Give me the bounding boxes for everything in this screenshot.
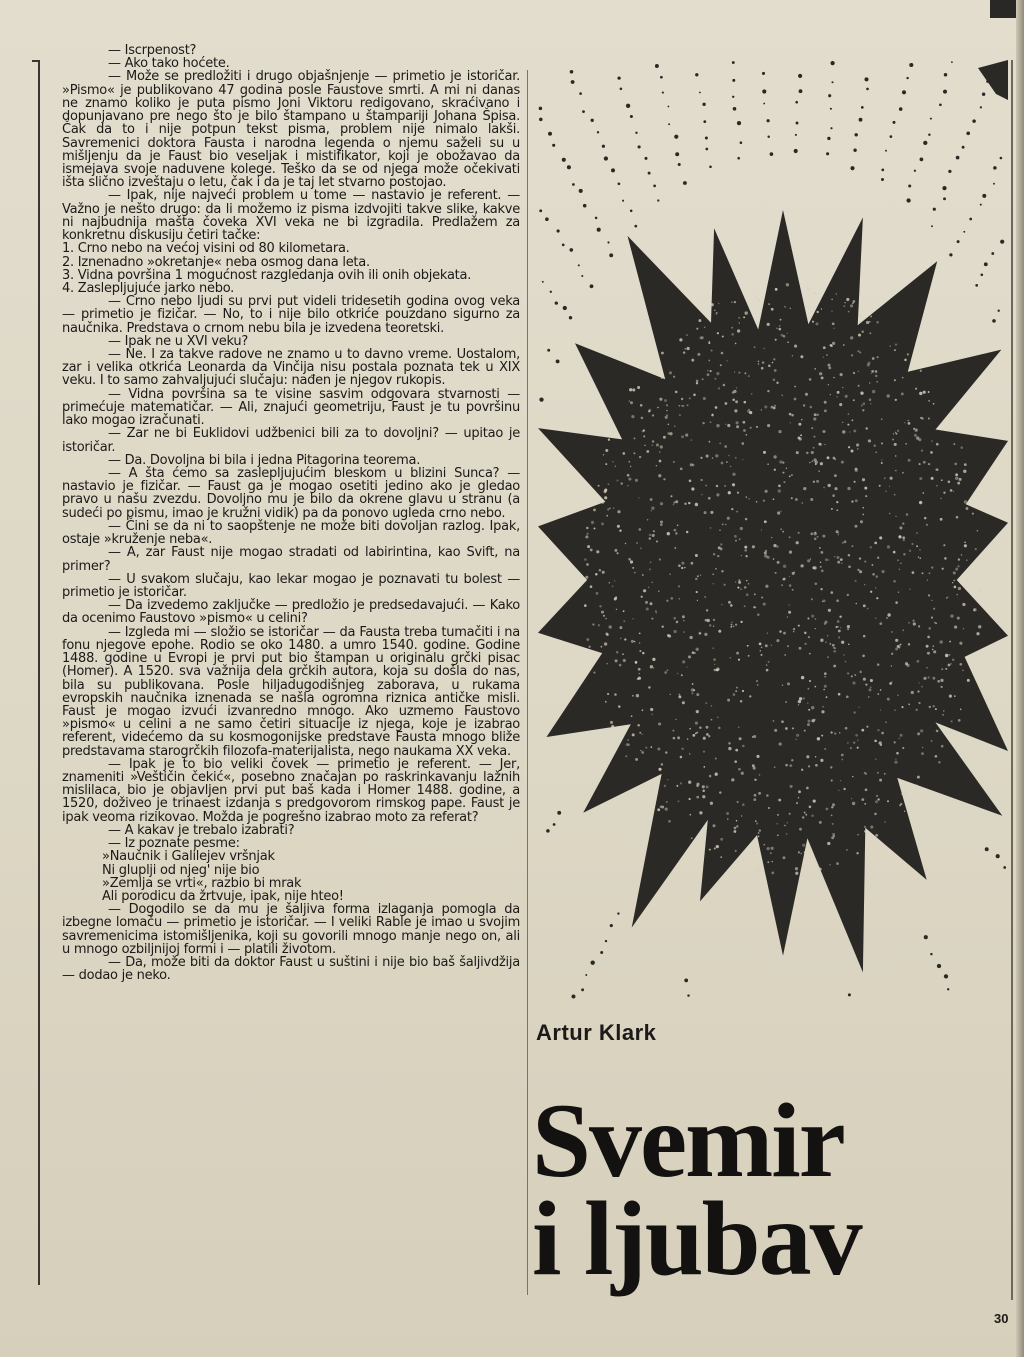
article-title: [532, 1082, 1012, 1297]
article-paragraph: — Da, može biti da doktor Faust u suštini i nije bio baš šaljivdžija — dodao je neko.: [62, 955, 520, 984]
verse-line: Ni gluplji od njeg' nije bio: [102, 862, 260, 878]
article-paragraph: — U svakom slučaju, kao lekar mogao je poznavati tu bolest — primetio je istoričar.: [62, 571, 520, 600]
article-paragraph: — Ako tako hoćete.: [108, 56, 230, 72]
article-paragraph: 1. Crno nebo na većoj visini od 80 kilometara.: [62, 241, 350, 257]
article-paragraph: — Izgleda mi — složio se istoričar — da Fausta treba tumačiti i na fonu njegove epohe. Rodio se oko 1480. a umro 1540. godine. Godine 1488. godine u Evropi je prvi put bio štampan u originalu grčki pisac (Homer). A 1520. sva važnija dela grčkih autora, koja su došla do nas, bila su publikovana. Posle hiljadugodišnjeg zaborava, u rukama evropskih naučnika iznenada se našla ogromna riznica antičke misli. Faust je mogao izvući izvanredno mnogo. Ako uzmemo Faustovo »pismo« u celini a ne samo četiri situacije iz njega, koje je izabrao referent, videćemo da su kosmogonijske predstave Fausta mnogo bliže predstavama starogrčkih filozofa-materijalista, nego naukama XX veka.: [62, 624, 520, 759]
article-paragraph: — Crno nebo ljudi su prvi put videli tridesetih godina ovog veka — primetio je fizičar. — No, to i nije bilo otkriće pouzdano sigurno za naučnika. Predstava o crnom nebu bila je izvedena teoretski.: [62, 294, 520, 336]
article-paragraph: — A kakav je trebalo izabrati?: [108, 822, 295, 838]
article-paragraph: — A, zar Faust nije mogao stradati od labirintina, kao Svift, na primer?: [62, 545, 520, 574]
article-paragraph: — Može se predložiti i drugo objašnjenje — primetio je istoričar. »Pismo« je publikovano 47 godina posle Faustove smrti. A mi ni danas ne znamo koliko je puta pismo Joni Viktoru redigovano, skraćivano i dopunjavano pre nego što je bilo štampano u štampariji Johana Špisa. Čak da to i nije potpun tekst pisma, problem nije nimalo lakši. Savremenici doktora Fausta i narodna legenda o njemu saželi su u mišljenju da je Faust bio veseljak i mistifikator, koji je obožavao da ismejava svoje naduvene kolege. Teško da se od njega može očekivati išta slično izveštaju o letu, čak i da je taj let stvarno postojao.: [62, 69, 520, 191]
title-line-1: Svemir: [532, 1082, 844, 1199]
verse-line: »Zemlja se vrti«, razbio bi mrak: [102, 875, 302, 891]
left-margin-tick: [32, 60, 40, 62]
article-paragraph: 2. Iznenadno »okretanje« neba osmog dana leta.: [62, 254, 370, 270]
article-paragraph: — Ipak je to bio veliki čovek — primetio je referent. — Jer, znameniti »Veštičin čekić«, posebno značajan po raskrinkavanju lažnih mislilaca, bio je objavljen prvi put baš kada i Homer 1488. godine, a 1520, doživeo je trinaest izdanja s predgovorom rimskog pape. Faust je ipak veoma rizikovao. Možda je pogrešno izabrao moto za referat?: [62, 756, 520, 825]
article-paragraph: 3. Vidna površina 1 mogućnost razgledanja ovih ili onih objekata.: [62, 267, 472, 283]
article-paragraph: — Ipak, nije najveći problem u tome — nastavio je referent. — Važno je nešto drugo: da li možemo iz pisma izdvojiti takve slike, kakve ni najbudnija mašta čoveka XVI veka ne bi izgradila. Predlažem za konkretnu diskusiju četiri tačke:: [62, 188, 520, 244]
article-paragraph: — Da izvedemo zaključke — predložio je predsedavajući. — Kako da ocenimo Faustovo »pismo« u celini?: [62, 598, 520, 627]
article-text-column: [62, 44, 520, 983]
page-number: 30: [994, 1311, 1009, 1326]
article-paragraph: — Zar ne bi Euklidovi udžbenici bili za to dovoljni? — upitao je istoričar.: [62, 426, 520, 455]
article-paragraph: — Vidna površina sa te visine sasvim odgovara stvarnosti — primećuje matematičar. — Ali, znajući geometriju, Faust je tu površinu lako mogao izračunati.: [62, 386, 520, 429]
article-paragraph: — Čini se da ni to saopštenje ne može biti dovoljan razlog. Ipak, ostaje »kruženje neba«.: [62, 518, 520, 548]
article-paragraph: — A šta ćemo sa zaslepljujućim bleskom u blizini Sunca? — nastavio je fizičar. — Faust ga je mogao osetiti jedino ako je gledao pravo u našu zvezdu. Dovoljno mu je bilo da okrene glavu u stranu (a sudeći po pismu, imao je kružni vidik) pa da ponovo ugleda crno nebo.: [62, 466, 520, 521]
column-divider: [527, 70, 528, 1295]
article-paragraph: — Da. Dovoljna bi bila i jedna Pitagorina teorema.: [108, 452, 421, 468]
author-name: Artur Klark: [536, 1020, 657, 1045]
starburst-shape: [538, 210, 1008, 972]
left-margin-rule: [38, 60, 40, 1285]
starburst-halftone-illustration: [538, 60, 1008, 1005]
verse-line: »Naučnik i Galilejev vršnjak: [102, 849, 275, 865]
article-paragraph: — Iz poznate pesme:: [108, 836, 240, 852]
starburst-group: [538, 60, 1008, 998]
article-paragraph: 4. Zaslepljujuće jarko nebo.: [62, 280, 235, 296]
article-paragraph: — Ne. I za takve radove ne znamo u to davno vreme. Uostalom, zar i velika otkrića Leonarda da Vinčija nisu postala poznata tek u XIX veku. I to samo zahvaljujući slučaju: nađen je njegov rukopis.: [62, 347, 520, 389]
title-line-2: i ljubav: [532, 1180, 861, 1297]
article-paragraph: — Ipak ne u XVI veku?: [108, 333, 249, 349]
article-paragraph: — Iscrpenost?: [108, 43, 197, 58]
verse-line: Ali porodicu da žrtvuje, ipak, nije hteo!: [102, 889, 344, 904]
page-edge-shadow: [1016, 0, 1024, 1357]
article-paragraph: — Dogodilo se da mu je šaljiva forma izlaganja pomogla da izbegne lomaču — primetio je istoričar. — I veliki Rable je imao u svojim savremenicima istomišljenika, koji su govorili mnogo manje nego on, ali u mnogo ozbiljnijoj formi i — platili životom.: [62, 902, 520, 957]
